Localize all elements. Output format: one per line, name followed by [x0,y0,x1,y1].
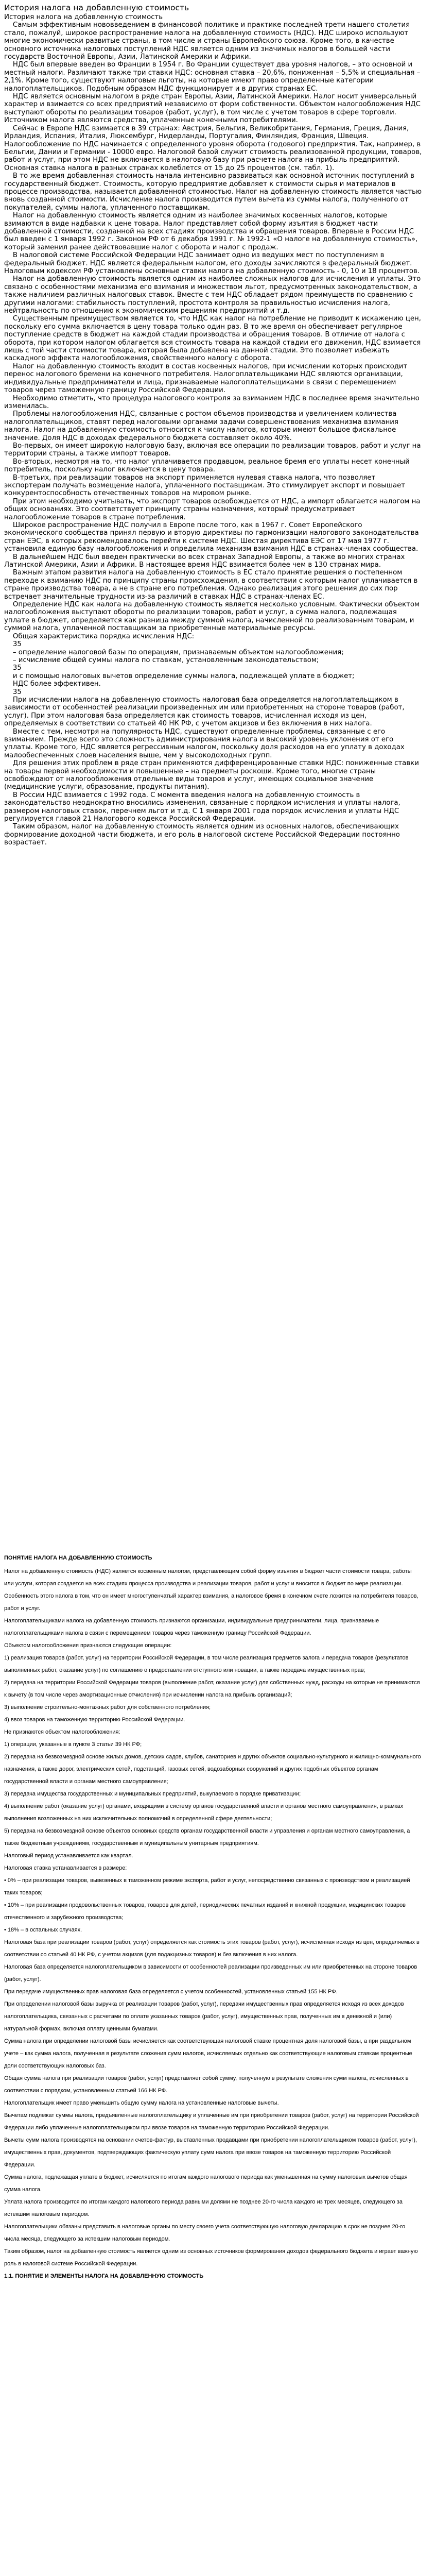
paragraph: Необходимо отметить, что процедура налогового контроля за взиманием НДС в последнее время значительно изменилась. [4,394,422,410]
paragraph: Налог на добавленную стоимость входит в состав косвенных налогов, при исчислении которых происходит перенос налогового бремени на конечного потребителя. Налогоплательщиками НДС являются организации, индивидуальные предприниматели и лица, признаваемые налогоплательщиками в связи с перемещением товаров через таможенную границу Российской Федерации. [4,362,410,395]
paragraph: Таким образом, налог на добавленную стоимость является одним из основных источников формирования доходов федерального бюджета и играет важную роль в налоговой системе Российской Федерации. [4,2248,420,2267]
paragraph: 1) операции, указанные в пункте 3 статьи 39 НК РФ; [4,1741,142,1748]
paragraph: – исчисление общей суммы налога по ставкам, установленным законодательством; [4,656,319,664]
paragraph: НДС более эффективен. [4,680,101,688]
paragraph: 4) выполнение работ (оказание услуг) органами, входящими в систему органов государственной власти и органов местного самоуправления, в рамках выполнения возложенных на них исключительных полномочий в определенной сфере деятельности; [4,1803,405,1822]
section-body [4,1565,422,2270]
paragraph: Особенность этого налога в том, что он имеет многоступенчатый характер взимания, а налоговое бремя в конечном счете ложится на потребителя товаров, работ и услуг. [4,1593,420,1612]
paragraph: Вместе с тем, несмотря на популярность НДС, существуют определенные проблемы, связанные с его взиманием. Прежде всего это сложность администрирования налога и высокий уровень уклонения от его уплаты. Кроме того, НДС является регрессивным налогом, поскольку доля расходов на его уплату в доходах малообеспеченных слоев населения выше, чем у высокодоходных групп. [4,727,407,759]
paragraph: В то же время добавленная стоимость начала интенсивно развиваться как основной источник поступлений в государственный бюджет. Стоимость, которую предприятие добавляет к стоимости сырья и материалов в процессе производства, называется добавленной стоимостью. Налог на добавленную стоимость является частью вновь созданной стоимости. Исчисление налога производится путем вычета из суммы налога, полученного от покупателей, суммы налога, уплаченного поставщикам. [4,172,424,212]
paragraph: В-третьих, при реализации товаров на экспорт применяется нулевая ставка налога, что позволяет экспортерам получать возмещение налога, уплаченного поставщикам. Это стимулирует экспорт и повышает конкурентоспособность отечественных товаров на мировом рынке. [4,473,408,498]
paragraph: Сумма налога при определении налоговой базы исчисляется как соответствующая налоговой ставке процентная доля налоговой базы, а при раздельном учете – как сумма налога, полученная в результате сложения сумм налогов, исчисляемых отдельно как соответствующие налоговым ставкам процентные доли соответствующих налоговых баз. [4,2038,414,2069]
paragraph: В дальнейшем НДС был введен практически во всех странах Западной Европы, а также во многих странах Латинской Америки, Азии и Африки. В настоящее время НДС взимается более чем в 130 странах мира. [4,553,407,569]
paragraph: Налогоплательщик имеет право уменьшить общую сумму налога на установленные налоговые вычеты. [4,2100,279,2106]
paragraph: НДС является основным налогом в ряде стран Европы, Азии, Латинской Америки. Налог носит универсальный характер и взимается со всех предприятий независимо от форм собственности. Объектом налогообложения НДС выступают обороты по реализации товаров (работ, услуг), в том числе с учетом товаров в сфере торговли. Источником налога являются средства, уплаченные конечными потребителями. [4,93,423,125]
paragraph: Уплата налога производится по итогам каждого налогового периода равными долями не позднее 20-го числа каждого из трех месяцев, следующего за истекшим налоговым периодом. [4,2199,405,2217]
paragraph: Налогоплательщиками налога на добавленную стоимость признаются организации, индивидуальные предприниматели, лица, признаваемые налогоплательщиками налога в связи с перемещением товаров через таможенную границу Российской Федерации. [4,1618,381,1636]
paragraph: НДС был впервые введен во Франции в 1954 г. Во Франции существует два уровня налогов, – это основной и местный налоги. Различают также три ставки НДС: основная ставка – 20,6%, пониженная – 5,5% и специальная – 2,1%. Кроме того, существуют налоговые льготы, на которые имеют право определенные категории налогоплательщиков. Подобным образом НДС функционирует и в других странах ЕС. [4,61,423,93]
paragraph: При передаче имущественных прав налоговая база определяется с учетом особенностей, установленных статьей 155 НК РФ. [4,1989,338,1995]
paragraph: В налоговой системе Российской Федерации НДС занимает одно из ведущих мест по поступлениям в федеральный бюджет. НДС является федеральным налогом, его доходы зачисляются в федеральный бюджет. Налоговым кодексом РФ установлены основные ставки налога на добавленную стоимость - 0, 10 и 18 процентов. [4,251,420,275]
paragraph: Вычеты сумм налога производятся на основании счетов-фактур, выставленных продавцами при приобретении налогоплательщиком товаров (работ, услуг), имущественных прав, документов, подтверждающих фактическую уплату сумм налога при ввозе товаров на таможенную территорию Российской Федерации. [4,2137,418,2168]
article-body [4,13,422,847]
paragraph: Проблемы налогообложения НДС, связанные с ростом объемов производства и увеличением количества налогоплательщиков, ставят перед налоговыми органами задачи совершенствования механизма взимания налога. Налог на добавленную стоимость относится к числу налогов, которые имеют большое фискальное значение. Доля НДС в доходах федерального бюджета составляет около 40%. [4,410,401,442]
paragraph: Вычетам подлежат суммы налога, предъявленные налогоплательщику и уплаченные им при приобретении товаров (работ, услуг) на территории Российской Федерации либо уплаченные налогоплательщиком при ввозе товаров на таможенную территорию Российской Федерации. [4,2112,421,2131]
paragraph: 3) выполнение строительно-монтажных работ для собственного потребления; [4,1704,211,1710]
paragraph: Налоговая ставка устанавливается в размере: [4,1865,127,1871]
paragraph: Важным этапом развития налога на добавленную стоимость в ЕС стало принятие решения о постепенном переходе к взиманию НДС по принципу страны происхождения, в соответствии с которым налог уплачивается в стране производства товара, а не в стране его потребления. Однако реализация этого решения до сих пор встречает значительные трудности из-за различий в ставках НДС в странах-членах ЕС. [4,569,420,601]
paragraph: Общая сумма налога при реализации товаров (работ, услуг) представляет собой сумму, полученную в результате сложения сумм налога, исчисленных в соответствии с порядком, установленным статьей 166 НК РФ. [4,2075,410,2094]
paragraph: Налог на добавленную стоимость является одним из наиболее сложных налогов для исчисления и уплаты. Это связано с особенностями механизма его взимания и множеством льгот, предусмотренных законодательством, а также наличием различных налоговых ставок. Вместе с тем НДС обладает рядом преимуществ по сравнению с другими налогами: стабильность поступлений, простота контроля за правильностью исчисления налога, нейтральность по отношению к экономическим решениям предприятий и т.д. [4,275,423,315]
paragraph: Во-вторых, несмотря на то, что налог уплачивается продавцом, реальное бремя его уплаты несет конечный потребитель, поскольку налог включается в цену товара. [4,457,412,474]
article-title: История налога на добавленную стоимость [4,3,189,12]
paragraph: Существенным преимуществом является то, что НДС как налог на потребление не приводит к искажению цен, поскольку его сумма включается в цену товара только один раз. В то же время он обеспечивает регулярное поступление средств в бюджет на каждой стадии производства и обращения товаров. В отличие от налога с оборота, при котором налогом облагается вся стоимость товара на каждой стадии его движения, НДС взимается лишь с той части стоимости товара, которая была добавлена на данной стадии. Это позволяет избежать каскадного эффекта налогообложения, свойственного налогу с оборота. [4,315,424,363]
paragraph: В России НДС взимается с 1992 года. С момента введения налога на добавленную стоимость в законодательство неоднократно вносились изменения, связанные с порядком исчисления и уплаты налога, размером налоговых ставок, перечнем льгот и т.д. С 1 января 2001 года порядок исчисления и уплаты НДС регулируется главой 21 Налогового кодекса Российской Федерации. [4,791,403,823]
paragraph: История налога на добавленную стоимость [4,13,163,21]
subsection-heading: 1.1. ПОНЯТИЕ И ЭЛЕМЕНТЫ НАЛОГА НА ДОБАВЛЕННУЮ СТОИМОСТЬ [4,2273,204,2279]
paragraph: и с помощью налоговых вычетов определение суммы налога, подлежащей уплате в бюджет; [4,672,355,680]
paragraph: • 0% – при реализации товаров, вывезенных в таможенном режиме экспорта, работ и услуг, непосредственно связанных с производством и реализацией таких товаров; [4,1877,412,1896]
paragraph: Общая характеристика порядка исчисления НДС: [4,632,195,640]
section-heading: ПОНЯТИЕ НАЛОГА НА ДОБАВЛЕННУЮ СТОИМОСТЬ [4,1555,152,1561]
paragraph: Не признаются объектом налогообложения: [4,1729,120,1735]
paragraph: Таким образом, налог на добавленную стоимость является одним из основных налогов, обеспечивающих формирование доходной части бюджета, и его роль в налоговой системе Российской Федерации постоянно возрастает. [4,823,403,847]
paragraph: Налоговый период устанавливается как квартал. [4,1853,133,1859]
paragraph: 35 [4,640,22,649]
article-section-concept [4,1552,422,2283]
paragraph: 2) передача на территории Российской Федерации товаров (выполнение работ, оказание услуг) для собственных нужд, расходы на которые не принимаются к вычету (в том числе через амортизационные отчисления) при исчислении налога на прибыль организаций; [4,1680,422,1698]
paragraph: При определении налоговой базы выручка от реализации товаров (работ, услуг), передачи имущественных прав определяется исходя из всех доходов налогоплательщика, связанных с расчетами по оплате указанных товаров (работ, услуг), имущественных прав, полученных им в денежной и (или) натуральной формах, включая оплату ценными бумагами. [4,2001,406,2032]
paragraph: Объектом налогообложения признаются следующие операции: [4,1642,172,1649]
paragraph: – определение налоговой базы по операциям, признаваемым объектом налогообложения; [4,648,344,656]
article-section-history [4,3,422,847]
paragraph: Налогоплательщики обязаны представить в налоговые органы по месту своего учета соответствующую налоговую декларацию в срок не позднее 20-го числа месяца, следующего за истекшим налоговым периодом. [4,2224,407,2242]
paragraph: Налоговая база определяется налогоплательщиком в зависимости от особенностей реализации произведенных им или приобретенных на стороне товаров (работ, услуг). [4,1964,419,1982]
paragraph: Во-первых, он имеет широкую налоговую базу, включая все операции по реализации товаров, работ и услуг на территории страны, а также импорт товаров. [4,442,423,458]
paragraph: 35 [4,688,22,696]
paragraph: • 10% – при реализации продовольственных товаров, товаров для детей, периодических печатных изданий и книжной продукции, медицинских товаров отечественного и зарубежного производства; [4,1902,408,1921]
paragraph: Налог на добавленную стоимость (НДС) является косвенным налогом, представляющим собой форму изъятия в бюджет части стоимости товара, работы или услуги, которая создается на всех стадиях процесса производства и реализации товаров, работ и услуг и вносится в бюджет по мере реализации. [4,1568,413,1587]
paragraph: Широкое распространение НДС получил в Европе после того, как в 1967 г. Совет Европейского экономического сообщества принял первую и вторую директивы по гармонизации налогового законодательства стран ЕЭС, в которых рекомендовалось перейти к системе НДС. Шестая директива ЕЭС от 17 мая 1977 г. установила единую базу налогообложения и определила механизм взимания НДС в странах-членах сообщества. [4,521,421,553]
paragraph: 3) передача имущества государственных и муниципальных предприятий, выкупаемого в порядке приватизации; [4,1791,301,1797]
paragraph: • 18% – в остальных случаях. [4,1927,82,1933]
paragraph: 4) ввоз товаров на таможенную территорию Российской Федерации. [4,1717,185,1723]
paragraph: 35 [4,664,22,672]
paragraph: 5) передача на безвозмездной основе объектов основных средств органам государственной власти и управления и органам местного самоуправления, а также бюджетным учреждениям, государственным и муниципальным унитарным предприятиям. [4,1828,412,1846]
paragraph: Сейчас в Европе НДС взимается в 39 странах: Австрия, Бельгия, Великобритания, Германия, Греция, Дания, Ирландия, Испания, Италия, Люксембург, Нидерланды, Португалия, Финляндия, Франция, Швеция. Налогообложение по НДС начинается с определенного уровня оборота (годового) предприятия. Так, например, в Бельгии, Дании и Германии - 10000 евро. Налоговой базой служит стоимость реализованной продукции, товаров, работ и услуг, при этом НДС не включается в налоговую базу при расчете налога на прибыль предприятий. Основная ставка налога в разных странах колеблется от 15 до 25 процентов (см. табл. 1). [4,124,424,172]
paragraph: Сумма налога, подлежащая уплате в бюджет, исчисляется по итогам каждого налогового периода как уменьшенная на сумму налоговых вычетов общая сумма налога. [4,2174,409,2193]
paragraph: При этом необходимо учитывать, что экспорт товаров освобождается от НДС, а импорт облагается налогом на общих основаниях. Это соответствует принципу страны назначения, который предусматривает налогообложение товаров в стране потребления. [4,497,423,521]
paragraph: Определение НДС как налога на добавленную стоимость является несколько условным. Фактически объектом налогообложения выступают обороты по реализации товаров, работ и услуг, а сумма налога, подлежащая уплате в бюджет, определяется как разница между суммой налога, начисленной по реализованным товарам, и суммой налога, уплаченной поставщикам за приобретенные материальные ресурсы. [4,601,422,633]
paragraph: Для решения этих проблем в ряде стран применяются дифференцированные ставки НДС: пониженные ставки на товары первой необходимости и повышенные – на предметы роскоши. Кроме того, многие страны освобождают от налогообложения отдельные виды товаров и услуг, имеющих социальное значение (медицинские услуги, образование, продукты питания). [4,759,422,791]
paragraph: Налог на добавленную стоимость является одним из наиболее значимых косвенных налогов, которые взимаются в виде надбавки к цене товара. Налог представляет собой форму изъятия в бюджет части добавленной стоимости, созданной на всех стадиях производства и обращения товаров. Впервые в России НДС был введен с 1 января 1992 г. Законом РФ от 6 декабря 1991 г. № 1992-1 «О налоге на добавленную стоимость», который заменил ранее действовавшие налог с оборота и налог с продаж. [4,212,420,251]
paragraph: Самым эффективным нововведением в финансовой политике и практике последней трети нашего столетия стало, пожалуй, широкое распространение налога на добавленную стоимость (НДС). НДС широко используют многие экономически развитые страны, в том числе и страны Европейского союза. Кроме того, в качестве основного источника налоговых поступлений НДС является одним из значимых налогов в большей части государств Восточной Европы, Азии, Латинской Америки и Африки. [4,21,412,61]
paragraph: 2) передача на безвозмездной основе жилых домов, детских садов, клубов, санаториев и других объектов социально-культурного и жилищно-коммунального назначения, а также дорог, электрических сетей, подстанций, газовых сетей, водозаборных сооружений и других подобных объектов органам государственной власти и органам местного самоуправления; [4,1754,423,1785]
paragraph: Налоговая база при реализации товаров (работ, услуг) определяется как стоимость этих товаров (работ, услуг), исчисленная исходя из цен, определяемых в соответствии со статьей 40 НК РФ, с учетом акцизов (для подакцизных товаров) и без включения в них налога. [4,1939,421,1958]
paragraph: 1) реализация товаров (работ, услуг) на территории Российской Федерации, в том числе реализация предметов залога и передача товаров (результатов выполненных работ, оказание услуг) по соглашению о предоставлении отступного или новации, а также передача имущественных прав; [4,1655,410,1673]
paragraph: При исчислении налога на добавленную стоимость налоговая база определяется налогоплательщиком в зависимости от особенностей реализации произведенных им или приобретенных на стороне товаров (работ, услуг). При этом налоговая база определяется как стоимость товаров, исчисленная исходя из цен, определяемых в соответствии со статьей 40 НК РФ, с учетом акцизов и без включения в них налога. [4,696,407,728]
